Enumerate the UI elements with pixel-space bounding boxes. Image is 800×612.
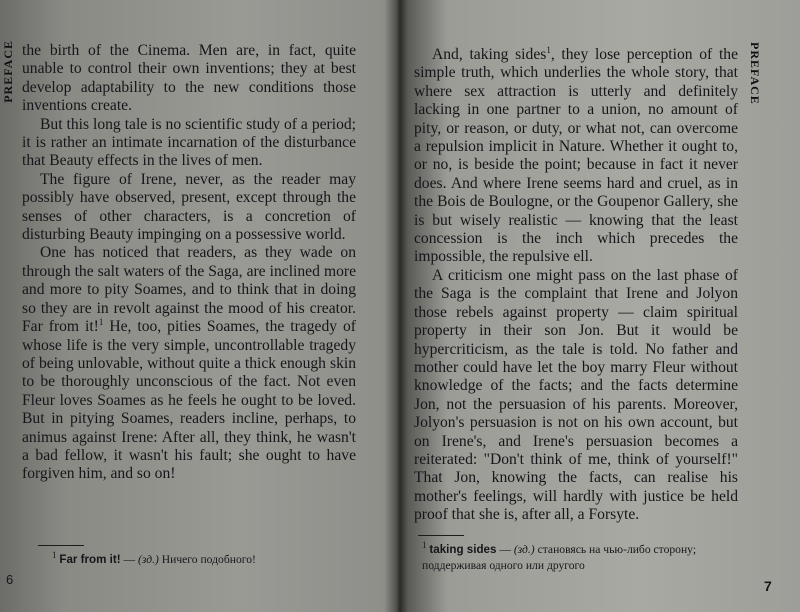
right-footnote-separator: — — [496, 543, 514, 556]
left-footnote — [52, 552, 352, 568]
footnote-reference: 1 — [98, 316, 104, 327]
footnote-reference: 1 — [546, 44, 551, 55]
left-footnote-term: Far from it! — [59, 553, 121, 566]
right-paragraph-2: A criticism one might pass on the last phase of the Saga is the complaint that Irene and Jolyon those rebels against property — claim spiritual property in their son Jon. But it would be hypercriticism, as the tale is told. No father and mother could have let the boy marry Fleur without knowledge of the facts; and the facts determine Jon, not the persuasion of his parents. Moreover, Jolyon's persuasion is not on his own account, but on Irene's, and Irene's persuasion becomes a reiterated: "Don't think of me, think of yourself!" That Jon, knowing the facts, can realise his mother's feelings, will hardly with justice be held proof that she is, after all, a Forsyte. — [414, 266, 738, 524]
left-paragraph-4-start: One has noticed that readers, as they wade on through the salt waters of the Saga, are inclined more and more to pity Soames, and to think that in doing so they are in revolt against the mood of his creator. Far from it! — [22, 244, 356, 336]
right-paragraph-1-rest: , they lose perception of the simple truth, which underlies the whole story, that where sex attraction is utterly and definitely lacking in one partner to a union, no amount of pity, or reason, or duty, or what not, can overcome a repulsion implicit in Nature. Whether it ought to, or no, is beside the point; because in fact it never does. And where Irene seems hard and cruel, as in the Bois de Boulogne, or the Goupenor Gallery, she is but wisely realistic — knowing that the least concession is the inch which precedes the impossible, the repulsive ell. — [414, 46, 738, 266]
left-paragraph-1: the birth of the Cinema. Men are, in fact, quite unable to control their own inventions; they at best develop adaptability to the new conditions those inventions create. — [22, 42, 356, 115]
right-footnote-translation: становясь на чью-либо сторону; поддерживая одного или другого — [422, 543, 697, 572]
right-paragraph-1-start: And, taking sides — [432, 46, 547, 63]
left-footnote-translation: Ничего подобного! — [158, 553, 256, 566]
right-footnote-abbr: (зд.) — [513, 543, 535, 556]
right-footnote — [422, 542, 762, 574]
left-paragraph-4 — [22, 244, 356, 483]
left-body-text — [22, 42, 356, 484]
left-footnote-separator: — — [120, 553, 138, 566]
right-footnote-rule — [418, 535, 464, 536]
left-paragraph-4-continued: He, too, pities Soames, the tragedy of whose life is the very simple, uncontrollable tragedy of being unlovable, without quite a thick enough skin to be thoroughly unconscious of the fact. Not even Fleur loves Soames as he feels he ought to be loved. But in pitying Soames, readers incline, perhaps, to animus against Irene: After all, they think, he wasn't a bad fellow, it wasn't his fault; she ought to have forgiven him, and so on! — [22, 318, 356, 483]
left-paragraph-2: But this long tale is no scientific study of a period; it is rather an intimate incarnation of the disturbance that Beauty effects in the lives of men. — [22, 115, 356, 170]
right-paragraph-1 — [414, 46, 738, 267]
left-running-head: PREFACE — [1, 40, 15, 103]
left-footnote-mark: 1 — [52, 550, 57, 561]
right-page — [402, 0, 800, 612]
left-footnote-rule — [38, 545, 84, 546]
left-footnote-abbr: (зд.) — [138, 553, 159, 566]
left-page-number: 6 — [6, 572, 14, 587]
right-page-number: 7 — [764, 578, 772, 594]
right-running-head: PREFACE — [748, 42, 762, 105]
left-page — [0, 0, 398, 612]
right-footnote-term: taking sides — [429, 543, 497, 556]
left-paragraph-3: The figure of Irene, never, as the reader may possibly have observed, present, except through the senses of other characters, is a concretion of disturbing Beauty impinging on a possessive world. — [22, 170, 356, 244]
right-footnote-mark: 1 — [422, 540, 427, 551]
right-body-text — [414, 46, 738, 525]
